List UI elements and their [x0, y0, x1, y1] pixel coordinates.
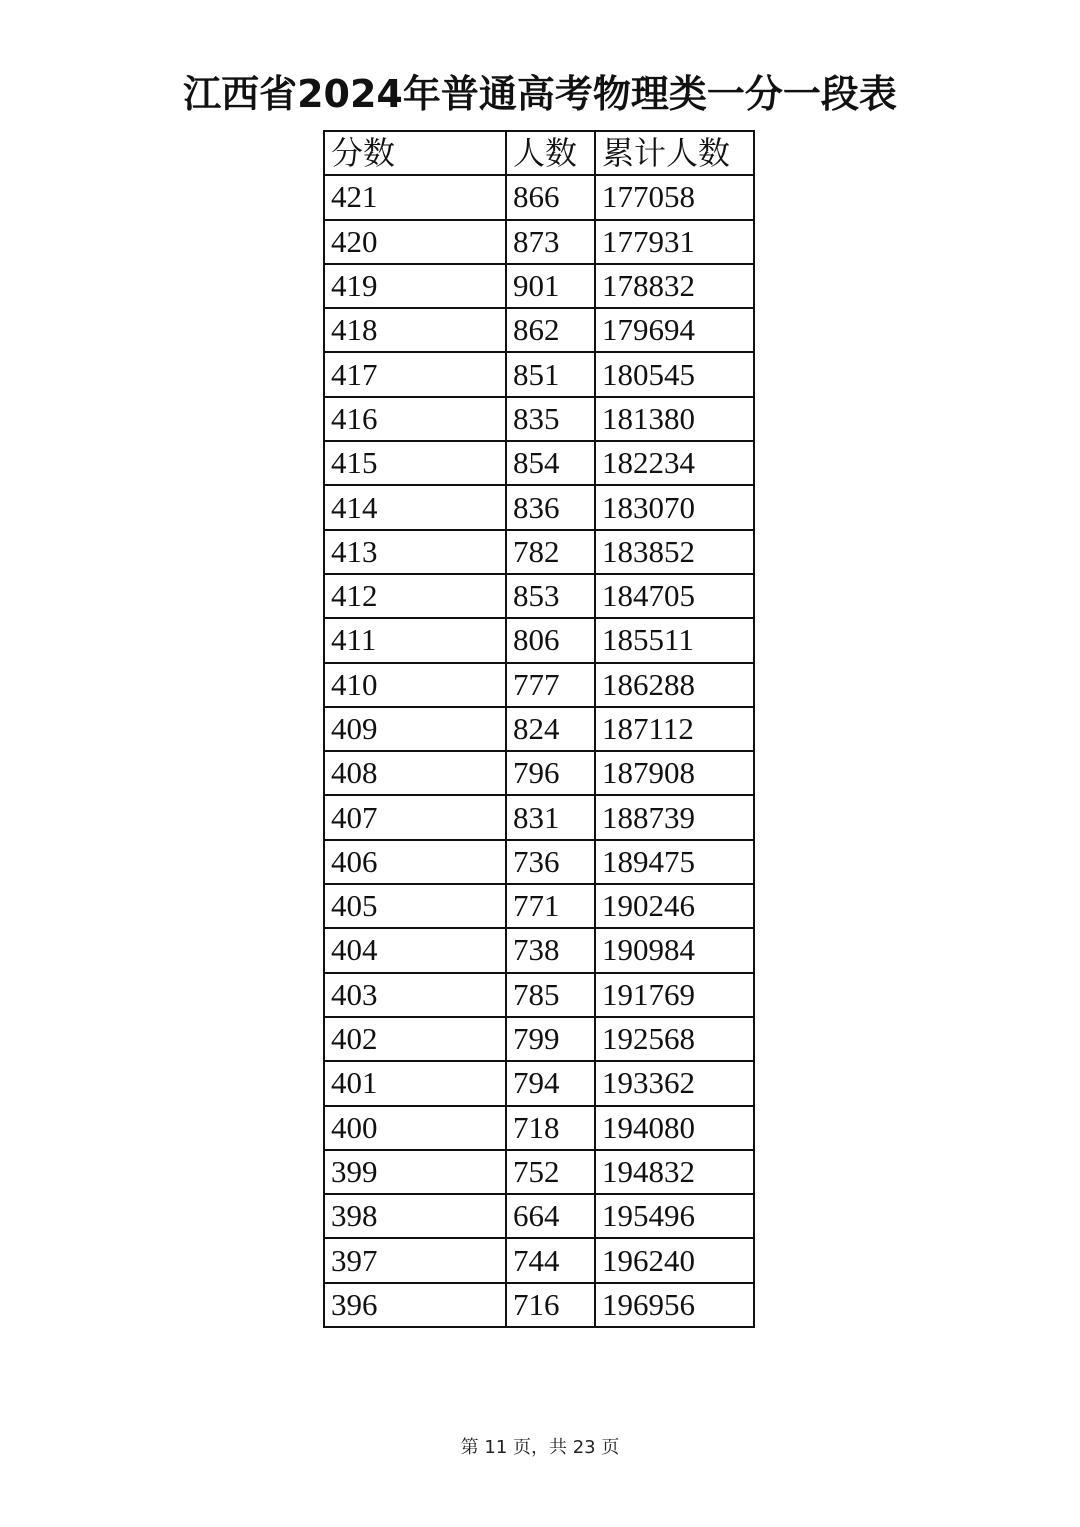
cell-count: 736 — [506, 840, 595, 884]
cell-count: 752 — [506, 1150, 595, 1194]
table-row — [324, 574, 754, 618]
table-row — [324, 1194, 754, 1238]
table-row — [324, 707, 754, 751]
cell-score: 405 — [324, 884, 506, 928]
cell-cumulative: 183070 — [595, 485, 754, 529]
cell-count: 836 — [506, 485, 595, 529]
header-cumulative: 累计人数 — [595, 131, 754, 175]
cell-count: 794 — [506, 1061, 595, 1105]
table-row — [324, 1061, 754, 1105]
cell-cumulative: 185511 — [595, 618, 754, 662]
cell-cumulative: 189475 — [595, 840, 754, 884]
cell-cumulative: 177058 — [595, 175, 754, 219]
cell-score: 404 — [324, 928, 506, 972]
cell-score: 408 — [324, 751, 506, 795]
table-row — [324, 663, 754, 707]
cell-cumulative: 187908 — [595, 751, 754, 795]
cell-cumulative: 178832 — [595, 264, 754, 308]
table-row — [324, 884, 754, 928]
cell-cumulative: 190246 — [595, 884, 754, 928]
cell-count: 799 — [506, 1017, 595, 1061]
cell-count: 796 — [506, 751, 595, 795]
table-row — [324, 308, 754, 352]
cell-count: 901 — [506, 264, 595, 308]
cell-count: 738 — [506, 928, 595, 972]
cell-cumulative: 192568 — [595, 1017, 754, 1061]
table-row — [324, 264, 754, 308]
table-row — [324, 1150, 754, 1194]
cell-score: 418 — [324, 308, 506, 352]
cell-count: 851 — [506, 352, 595, 396]
cell-count: 835 — [506, 397, 595, 441]
cell-cumulative: 179694 — [595, 308, 754, 352]
table-row — [324, 795, 754, 839]
cell-count: 831 — [506, 795, 595, 839]
header-score: 分数 — [324, 131, 506, 175]
table-row — [324, 928, 754, 972]
cell-score: 411 — [324, 618, 506, 662]
cell-count: 771 — [506, 884, 595, 928]
cell-cumulative: 194832 — [595, 1150, 754, 1194]
cell-cumulative: 180545 — [595, 352, 754, 396]
cell-cumulative: 188739 — [595, 795, 754, 839]
table-row — [324, 441, 754, 485]
page-title: 江西省2024年普通高考物理类一分一段表 — [183, 72, 897, 116]
cell-count: 744 — [506, 1238, 595, 1282]
cell-cumulative: 186288 — [595, 663, 754, 707]
cell-count: 854 — [506, 441, 595, 485]
table-row — [324, 840, 754, 884]
cell-cumulative: 183852 — [595, 530, 754, 574]
cell-count: 718 — [506, 1106, 595, 1150]
cell-cumulative: 196240 — [595, 1238, 754, 1282]
cell-cumulative: 195496 — [595, 1194, 754, 1238]
cell-count: 862 — [506, 308, 595, 352]
cell-score: 416 — [324, 397, 506, 441]
cell-cumulative: 196956 — [595, 1283, 754, 1327]
cell-score: 398 — [324, 1194, 506, 1238]
table-row — [324, 175, 754, 219]
cell-cumulative: 184705 — [595, 574, 754, 618]
cell-cumulative: 194080 — [595, 1106, 754, 1150]
cell-score: 410 — [324, 663, 506, 707]
cell-count: 664 — [506, 1194, 595, 1238]
table-row — [324, 485, 754, 529]
cell-score: 414 — [324, 485, 506, 529]
table-row — [324, 973, 754, 1017]
cell-cumulative: 182234 — [595, 441, 754, 485]
cell-count: 777 — [506, 663, 595, 707]
cell-score: 406 — [324, 840, 506, 884]
cell-cumulative: 193362 — [595, 1061, 754, 1105]
cell-cumulative: 187112 — [595, 707, 754, 751]
cell-count: 785 — [506, 973, 595, 1017]
cell-count: 853 — [506, 574, 595, 618]
cell-score: 403 — [324, 973, 506, 1017]
table-row — [324, 530, 754, 574]
cell-count: 716 — [506, 1283, 595, 1327]
table-header-row — [324, 131, 754, 175]
table-row — [324, 751, 754, 795]
cell-score: 420 — [324, 220, 506, 264]
cell-score: 397 — [324, 1238, 506, 1282]
table-row — [324, 220, 754, 264]
cell-score: 402 — [324, 1017, 506, 1061]
table-row — [324, 618, 754, 662]
table-row — [324, 1106, 754, 1150]
cell-score: 415 — [324, 441, 506, 485]
table-row — [324, 397, 754, 441]
header-count: 人数 — [506, 131, 595, 175]
cell-score: 417 — [324, 352, 506, 396]
cell-score: 400 — [324, 1106, 506, 1150]
score-distribution-table — [323, 130, 755, 1328]
cell-score: 396 — [324, 1283, 506, 1327]
table-row — [324, 1283, 754, 1327]
cell-score: 413 — [324, 530, 506, 574]
table-row — [324, 1017, 754, 1061]
cell-cumulative: 191769 — [595, 973, 754, 1017]
cell-score: 412 — [324, 574, 506, 618]
cell-count: 782 — [506, 530, 595, 574]
cell-cumulative: 177931 — [595, 220, 754, 264]
table-body — [324, 175, 754, 1327]
table-row — [324, 1238, 754, 1282]
cell-count: 824 — [506, 707, 595, 751]
cell-score: 401 — [324, 1061, 506, 1105]
table-row — [324, 352, 754, 396]
cell-score: 419 — [324, 264, 506, 308]
cell-cumulative: 181380 — [595, 397, 754, 441]
cell-count: 806 — [506, 618, 595, 662]
cell-cumulative: 190984 — [595, 928, 754, 972]
page-footer: 第 11 页，共 23 页 — [460, 1437, 620, 1458]
cell-score: 399 — [324, 1150, 506, 1194]
cell-count: 866 — [506, 175, 595, 219]
cell-score: 407 — [324, 795, 506, 839]
cell-score: 409 — [324, 707, 506, 751]
cell-score: 421 — [324, 175, 506, 219]
cell-count: 873 — [506, 220, 595, 264]
